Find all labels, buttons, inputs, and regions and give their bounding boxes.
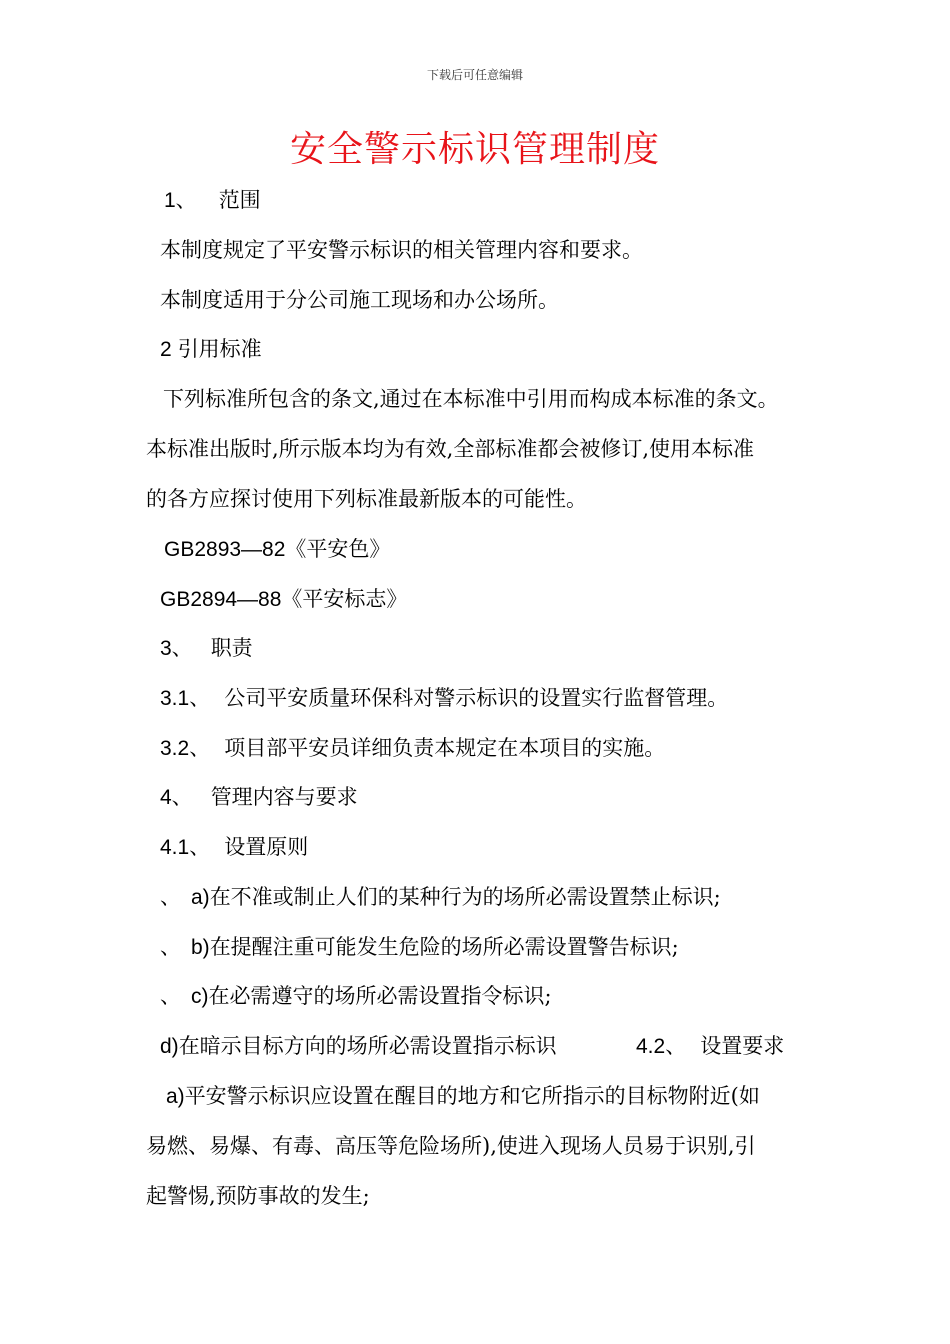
section-number: 1、	[164, 189, 197, 212]
list-label: a)	[191, 886, 210, 909]
paragraph: 本制度适用于分公司施工现场和办公场所。	[160, 288, 559, 312]
subsection-4-2	[636, 1031, 784, 1062]
requirement-line: 起警惕,预防事故的发生;	[146, 1184, 370, 1208]
list-item-b	[160, 932, 679, 963]
requirement-line: 易燃、易爆、有毒、高压等危险场所),使进入现场人员易于识别,引	[146, 1134, 756, 1158]
list-label: b)	[191, 936, 210, 959]
list-mark: 、	[160, 984, 181, 1008]
requirement-line	[166, 1081, 760, 1112]
list-text: 在不准或制止人们的某种行为的场所必需设置禁止标识;	[209, 885, 721, 909]
section-title: 管理内容与要求	[210, 785, 358, 809]
section-1-heading	[164, 185, 261, 216]
section-number: 2	[160, 338, 172, 361]
list-label: a)	[166, 1085, 185, 1108]
list-label: d)	[160, 1035, 179, 1058]
standard-code: GB2893—82	[164, 538, 286, 561]
standard-name: 《平安色》	[285, 537, 391, 561]
section-4-heading	[160, 782, 358, 813]
section-number: 3、	[160, 637, 193, 660]
requirement-text: 平安警示标识应设置在醒目的地方和它所指示的目标物附近(如	[184, 1084, 760, 1108]
list-item-a	[160, 882, 721, 913]
standard-code: GB2894—88	[160, 588, 282, 611]
section-title: 职责	[210, 636, 253, 660]
subsection-number: 4.1、	[160, 836, 211, 859]
list-text: 在暗示目标方向的场所必需设置指示标识	[178, 1034, 557, 1058]
subsection-3-1	[160, 683, 728, 714]
subsection-title: 设置原则	[224, 835, 309, 859]
document-title: 安全警示标识管理制度	[289, 129, 660, 170]
list-label: c)	[191, 985, 209, 1008]
subsection-3-2	[160, 733, 665, 764]
paragraph: 本制度规定了平安警示标识的相关管理内容和要求。	[160, 238, 643, 262]
standard-reference	[164, 534, 390, 565]
section-title: 范围	[218, 188, 261, 212]
subsection-text: 项目部平安员详细负责本规定在本项目的实施。	[224, 736, 666, 760]
list-item-c	[160, 981, 552, 1012]
section-3-heading	[160, 633, 253, 664]
list-item-d	[160, 1031, 557, 1062]
section-number: 4、	[160, 786, 193, 809]
subsection-text: 公司平安质量环保科对警示标识的设置实行监督管理。	[224, 686, 729, 710]
subsection-number: 3.2、	[160, 737, 211, 760]
standard-reference	[160, 584, 407, 615]
paragraph-line: 本标准出版时,所示版本均为有效,全部标准都会被修订,使用本标准	[146, 437, 755, 461]
list-mark: 、	[160, 885, 181, 909]
section-2-heading	[160, 334, 262, 365]
subsection-number: 4.2、	[636, 1035, 687, 1058]
list-text: 在提醒注重可能发生危险的场所必需设置警告标识;	[209, 935, 679, 959]
subsection-title: 设置要求	[700, 1034, 785, 1058]
standard-name: 《平安标志》	[281, 587, 408, 611]
subsection-number: 3.1、	[160, 687, 211, 710]
section-title: 引用标准	[177, 337, 262, 361]
list-text: 在必需遵守的场所必需设置指令标识;	[208, 984, 552, 1008]
paragraph-line: 的各方应探讨使用下列标准最新版本的可能性。	[146, 487, 587, 511]
subsection-4-1	[160, 832, 308, 863]
list-mark: 、	[160, 935, 181, 959]
paragraph-line: 下列标准所包含的条文,通过在本标准中引用而构成本标准的条文。	[163, 387, 779, 411]
header-note: 下载后可任意编辑	[426, 68, 523, 82]
